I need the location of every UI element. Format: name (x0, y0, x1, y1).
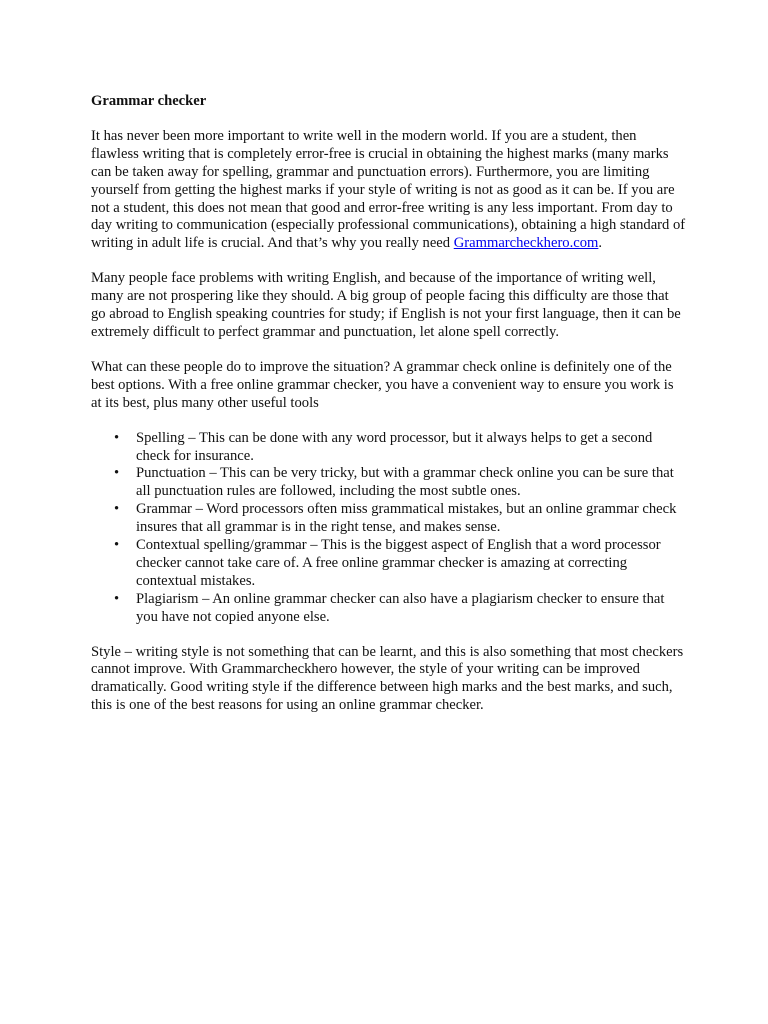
list-item-text: Plagiarism – An online grammar checker can also have a plagiarism checker to ensure that you have not copied anyone else. (136, 590, 665, 625)
list-item-text: Contextual spelling/grammar – This is the biggest aspect of English that a word processor checker cannot take care of. A free online grammar checker is amazing at correcting contextual mistakes. (136, 537, 661, 589)
intro-paragraph-end: . (598, 235, 603, 252)
problems-paragraph: Many people face problems with writing English, and because of the importance of writing well, many are not prospering like they should. A big group of people facing this difficulty are those that go abroad to English speaking countries for study; if English is not your first language, then it can be extremely difficult to perfect grammar and punctuation, let alone spell correctly. (91, 270, 681, 340)
list-item-text: Grammar – Word processors often miss grammatical mistakes, but an online grammar check insures that all grammar is in the right tense, and makes sense. (136, 501, 677, 536)
list-item (114, 537, 686, 591)
bullet-marker: • (114, 501, 120, 518)
grammarcheckhero-link[interactable]: Grammarcheckhero.com (453, 235, 599, 252)
style-paragraph: Style – writing style is not something that can be learnt, and this is also something that most checkers cannot improve. With Grammarcheckhero however, the style of your writing can be improved dramatically. Good writing style if the difference between high marks and the best marks, and such, this is one of the best reasons for using an online grammar checker. (91, 643, 684, 714)
list-item (114, 590, 686, 627)
intro-paragraph (91, 128, 686, 253)
intro-paragraph-text: It has never been more important to write well in the modern world. If you are a student, then flawless writing that is completely error-free is crucial in obtaining the highest marks (many marks can be taken away for spelling, grammar and punctuation errors). Furthermore, you are limiting yourself from getting the highest marks if your style of writing is not as good as it can be. If you are not a student, this does not mean that good and error-free writing is any less important. From day to day writing to communication (especially professional communications), obtaining a high standard of writing in adult life is crucial. And that’s why you really need (91, 127, 686, 252)
list-item (114, 501, 686, 537)
document-title: Grammar checker (91, 93, 207, 109)
list-item (114, 465, 686, 501)
list-item-text: Punctuation – This can be very tricky, but with a grammar check online you can be sure that all punctuation rules are followed, including the most subtle ones. (136, 465, 674, 500)
list-item-text: Spelling – This can be done with any word processor, but it always helps to get a second check for insurance. (136, 429, 653, 464)
bullet-marker: • (114, 537, 120, 554)
bullet-marker: • (114, 590, 120, 607)
bullet-marker: • (114, 465, 120, 482)
features-list (91, 430, 686, 627)
list-item (114, 429, 686, 466)
solution-paragraph: What can these people do to improve the situation? A grammar check online is definitely one of the best options. With a free online grammar checker, you have a convenient way to ensure you work is at its best, plus many other useful tools (91, 358, 674, 411)
bullet-marker: • (114, 429, 120, 446)
